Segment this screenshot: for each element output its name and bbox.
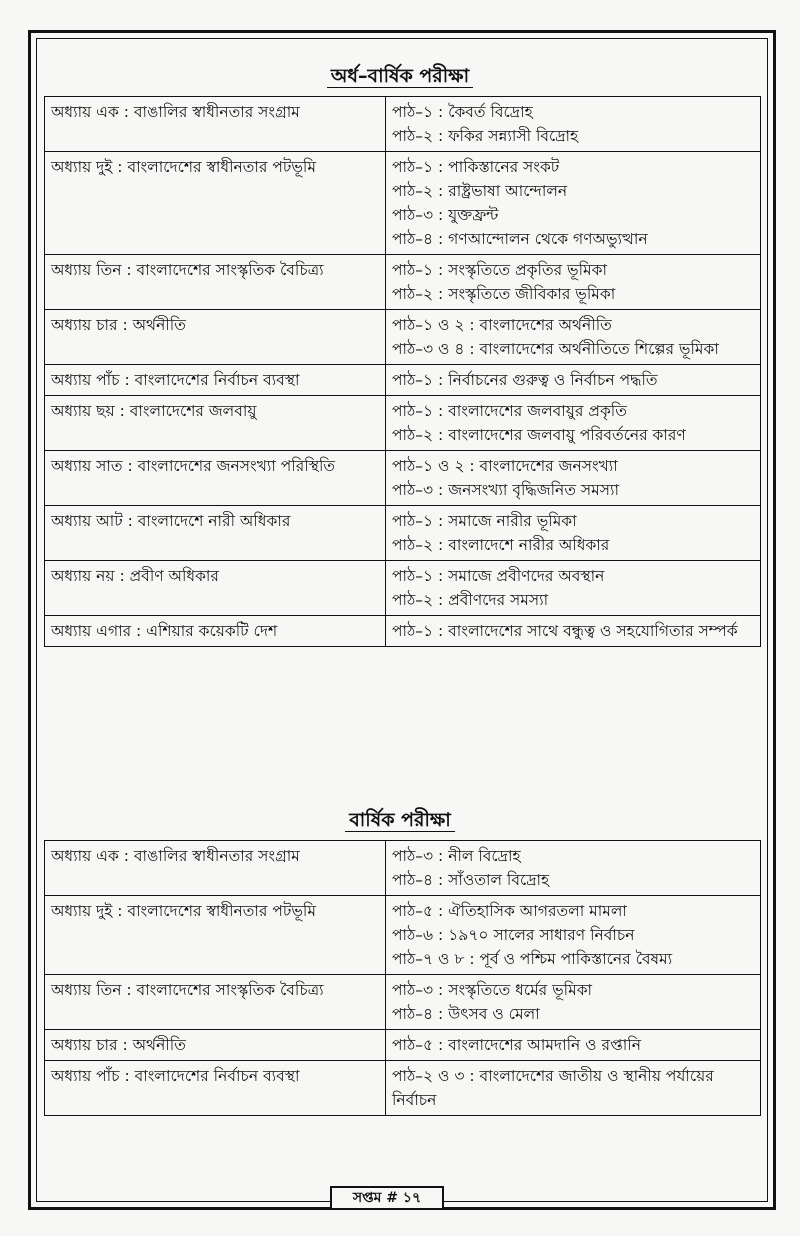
lesson-item: পাঠ–১ : সমাজে প্রবীণদের অবস্থান (392, 567, 605, 585)
lesson-item: পাঠ–৩ : জনসংখ্যা বৃদ্ধিজনিত সমস্যা (392, 481, 619, 499)
half-yearly-syllabus-table (44, 96, 761, 647)
annual-title-text: বার্ষিক পরীক্ষা (345, 809, 455, 832)
chapter-cell: অধ্যায় এগার : এশিয়ার কয়েকটি দেশ (45, 616, 386, 647)
lesson-item: পাঠ–১ : সংস্কৃতিতে প্রকৃতির ভূমিকা (392, 261, 607, 279)
chapter-cell: অধ্যায় এক : বাঙালির স্বাধীনতার সংগ্রাম (45, 841, 386, 896)
lessons-cell (386, 1030, 761, 1061)
lesson-item: পাঠ–৭ ও ৮ : পূর্ব ও পশ্চিম পাকিস্তানের বৈষম্য (392, 950, 673, 968)
syllabus-row (45, 1061, 761, 1116)
lessons-cell (386, 152, 761, 255)
chapter-cell: অধ্যায় নয় : প্রবীণ অধিকার (45, 561, 386, 616)
lessons-cell (386, 451, 761, 506)
syllabus-row (45, 561, 761, 616)
lessons-cell (386, 1061, 761, 1116)
chapter-cell: অধ্যায় দুই : বাংলাদেশের স্বাধীনতার পটভূমি (45, 152, 386, 255)
lessons-cell (386, 97, 761, 152)
half-yearly-table-body (45, 97, 761, 647)
lessons-cell (386, 506, 761, 561)
lesson-item: পাঠ–৬ : ১৯৭০ সালের সাধারণ নির্বাচন (392, 926, 635, 944)
half-yearly-title (0, 62, 800, 94)
lesson-item: পাঠ–৩ : সংস্কৃতিতে ধর্মের ভূমিকা (392, 981, 593, 999)
syllabus-row (45, 97, 761, 152)
chapter-cell: অধ্যায় চার : অর্থনীতি (45, 1030, 386, 1061)
syllabus-row (45, 365, 761, 396)
syllabus-row (45, 1030, 761, 1061)
lesson-item: পাঠ–২ : বাংলাদেশের জলবায়ু পরিবর্তনের কারণ (392, 426, 686, 444)
lesson-item: পাঠ–১ : নির্বাচনের গুরুত্ব ও নির্বাচন পদ্ধতি (392, 371, 658, 389)
syllabus-row (45, 896, 761, 975)
lesson-item: পাঠ–১ : কৈবর্ত বিদ্রোহ (392, 103, 533, 121)
lessons-cell (386, 616, 761, 647)
lessons-cell (386, 310, 761, 365)
lesson-item: পাঠ–১ : বাংলাদেশের সাথে বন্ধুত্ব ও সহযোগিতার সম্পর্ক (392, 622, 738, 640)
syllabus-row (45, 616, 761, 647)
lesson-item: পাঠ–১ ও ২ : বাংলাদেশের অর্থনীতি (392, 316, 612, 334)
annual-syllabus-table (44, 840, 761, 1116)
lessons-cell (386, 396, 761, 451)
lesson-item: পাঠ–৪ : সাঁওতাল বিদ্রোহ (392, 871, 550, 889)
syllabus-row (45, 255, 761, 310)
lesson-item: পাঠ–৩ ও ৪ : বাংলাদেশের অর্থনীতিতে শিল্পের ভূমিকা (392, 340, 719, 358)
lesson-item: পাঠ–৪ : উৎসব ও মেলা (392, 1005, 540, 1023)
lesson-item: পাঠ–২ : প্রবীণদের সমস্যা (392, 591, 549, 609)
lesson-item: পাঠ–২ : রাষ্ট্রভাষা আন্দোলন (392, 182, 568, 200)
syllabus-row (45, 451, 761, 506)
chapter-cell: অধ্যায় তিন : বাংলাদেশের সাংস্কৃতিক বৈচিত্র্য (45, 975, 386, 1030)
lesson-item: পাঠ–১ : সমাজে নারীর ভূমিকা (392, 512, 577, 530)
annual-table-body (45, 841, 761, 1116)
chapter-cell: অধ্যায় দুই : বাংলাদেশের স্বাধীনতার পটভূমি (45, 896, 386, 975)
lessons-cell (386, 896, 761, 975)
lessons-cell (386, 975, 761, 1030)
lessons-cell (386, 255, 761, 310)
lesson-item: পাঠ–৩ : যুক্তফ্রন্ট (392, 206, 499, 224)
half-yearly-title-text: অর্ধ–বার্ষিক পরীক্ষা (327, 65, 473, 88)
chapter-cell: অধ্যায় তিন : বাংলাদেশের সাংস্কৃতিক বৈচিত্র্য (45, 255, 386, 310)
lesson-item: পাঠ–৫ : বাংলাদেশের আমদানি ও রপ্তানি (392, 1036, 641, 1054)
lesson-item: পাঠ–১ ও ২ : বাংলাদেশের জনসংখ্যা (392, 457, 618, 475)
page-number-badge (330, 1186, 444, 1210)
chapter-cell: অধ্যায় পাঁচ : বাংলাদেশের নির্বাচন ব্যবস্থা (45, 365, 386, 396)
chapter-cell: অধ্যায় এক : বাঙালির স্বাধীনতার সংগ্রাম (45, 97, 386, 152)
chapter-cell: অধ্যায় আট : বাংলাদেশে নারী অধিকার (45, 506, 386, 561)
lesson-item: পাঠ–৫ : ঐতিহাসিক আগরতলা মামলা (392, 902, 627, 920)
lesson-item: পাঠ–১ : বাংলাদেশের জলবায়ুর প্রকৃতি (392, 402, 627, 420)
lesson-item: পাঠ–২ : সংস্কৃতিতে জীবিকার ভূমিকা (392, 285, 616, 303)
lessons-cell (386, 841, 761, 896)
syllabus-row (45, 396, 761, 451)
chapter-cell: অধ্যায় চার : অর্থনীতি (45, 310, 386, 365)
chapter-cell: অধ্যায় ছয় : বাংলাদেশের জলবায়ু (45, 396, 386, 451)
chapter-cell: অধ্যায় পাঁচ : বাংলাদেশের নির্বাচন ব্যবস্থা (45, 1061, 386, 1116)
syllabus-row (45, 841, 761, 896)
page-number-label: সপ্তম # ১৭ (352, 1190, 422, 1206)
annual-title (0, 806, 800, 838)
lesson-item: পাঠ–১ : পাকিস্তানের সংকট (392, 158, 560, 176)
syllabus-row (45, 310, 761, 365)
syllabus-row (45, 975, 761, 1030)
lessons-cell (386, 561, 761, 616)
lessons-cell (386, 365, 761, 396)
syllabus-row (45, 152, 761, 255)
lesson-item: পাঠ–৪ : গণআন্দোলন থেকে গণঅভ্যুত্থান (392, 230, 648, 248)
lesson-item: পাঠ–২ : বাংলাদেশে নারীর অধিকার (392, 536, 610, 554)
syllabus-row (45, 506, 761, 561)
lesson-item: পাঠ–২ ও ৩ : বাংলাদেশের জাতীয় ও স্থানীয় পর্যায়ের নির্বাচন (392, 1067, 714, 1109)
lesson-item: পাঠ–২ : ফকির সন্ন্যাসী বিদ্রোহ (392, 127, 579, 145)
chapter-cell: অধ্যায় সাত : বাংলাদেশের জনসংখ্যা পরিস্থিতি (45, 451, 386, 506)
lesson-item: পাঠ–৩ : নীল বিদ্রোহ (392, 847, 521, 865)
